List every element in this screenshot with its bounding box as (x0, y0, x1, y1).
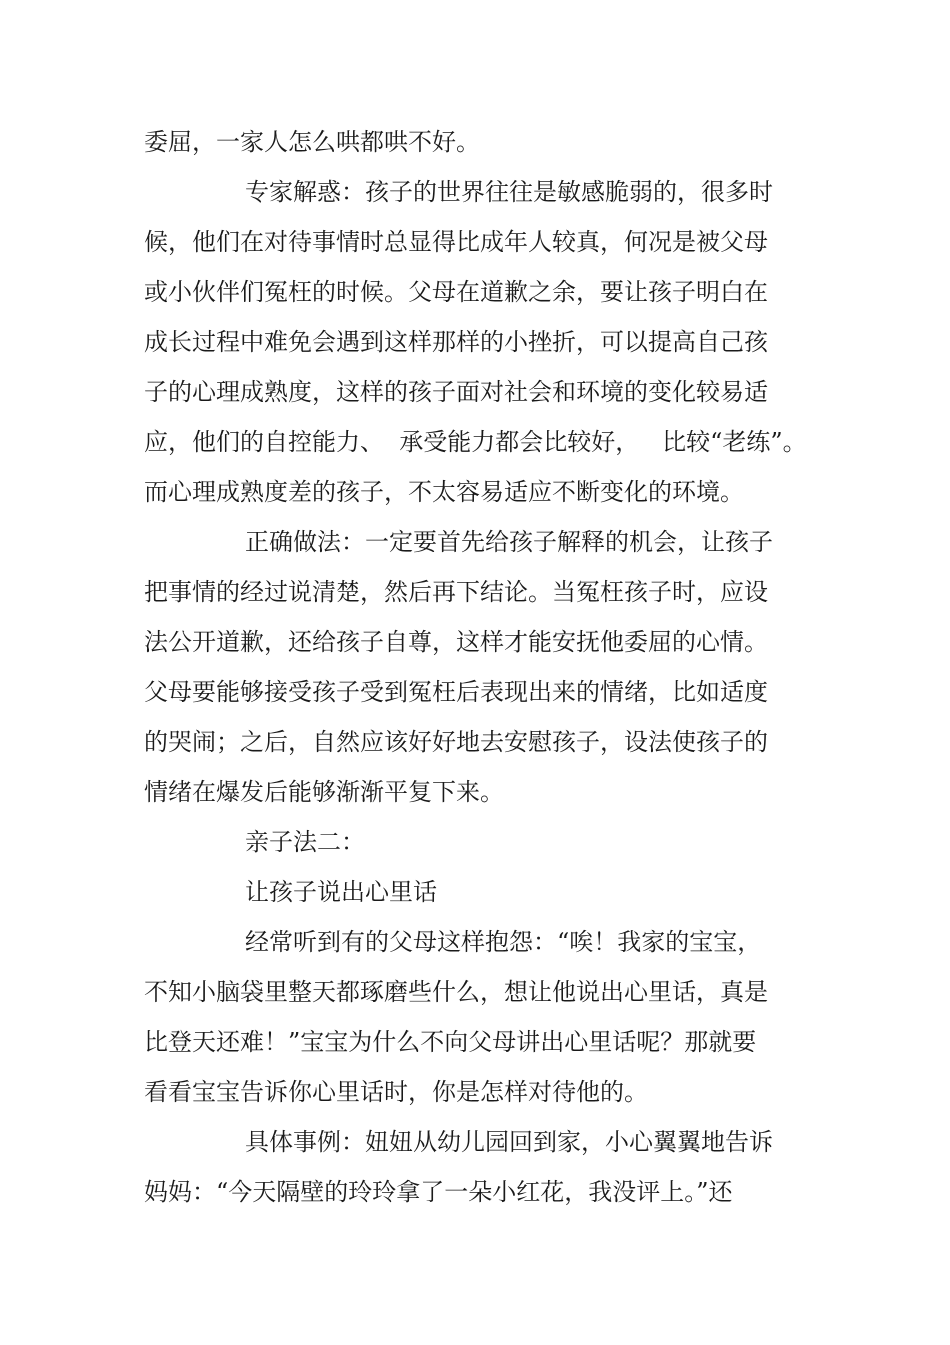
text-line: 子的心理成熟度，这样的孩子面对社会和环境的变化较易适 (144, 378, 768, 406)
text-line: 而心理成熟度差的孩子，不太容易适应不断变化的环境。 (144, 478, 744, 506)
text-line: 应，他们的自控能力、 承受能力都会比较好， 比较“老练”。 (144, 428, 807, 456)
text-line: 专家解惑：孩子的世界往往是敏感脆弱的，很多时 (245, 178, 773, 206)
text-line: 具体事例：妞妞从幼儿园回到家，小心翼翼地告诉 (245, 1128, 773, 1156)
text-line: 候，他们在对待事情时总显得比成年人较真，何况是被父母 (144, 228, 768, 256)
text-line: 妈妈：“今天隔壁的玲玲拿了一朵小红花，我没评上。”还 (144, 1178, 733, 1206)
text-line: 把事情的经过说清楚，然后再下结论。当冤枉孩子时，应设 (144, 578, 768, 606)
text-line: 比登天还难！”宝宝为什么不向父母讲出心里话呢？那就要 (144, 1028, 757, 1056)
text-line: 看看宝宝告诉你心里话时，你是怎样对待他的。 (144, 1078, 648, 1106)
text-line: 法公开道歉，还给孩子自尊，这样才能安抚他委屈的心情。 (144, 628, 768, 656)
section-heading: 亲子法二： (245, 828, 365, 856)
section-subtitle: 让孩子说出心里话 (245, 878, 437, 906)
text-line: 情绪在爆发后能够渐渐平复下来。 (144, 778, 504, 806)
text-line: 成长过程中难免会遇到这样那样的小挫折，可以提高自己孩 (144, 328, 768, 356)
text-line: 不知小脑袋里整天都琢磨些什么，想让他说出心里话，真是 (144, 978, 768, 1006)
text-line: 的哭闹；之后，自然应该好好地去安慰孩子，设法使孩子的 (144, 728, 768, 756)
text-line: 父母要能够接受孩子受到冤枉后表现出来的情绪，比如适度 (144, 678, 768, 706)
text-line: 或小伙伴们冤枉的时候。父母在道歉之余，要让孩子明白在 (144, 278, 768, 306)
text-line: 经常听到有的父母这样抱怨：“唉！我家的宝宝， (245, 928, 762, 956)
text-line: 正确做法：一定要首先给孩子解释的机会，让孩子 (245, 528, 773, 556)
text-line: 委屈，一家人怎么哄都哄不好。 (144, 128, 480, 156)
